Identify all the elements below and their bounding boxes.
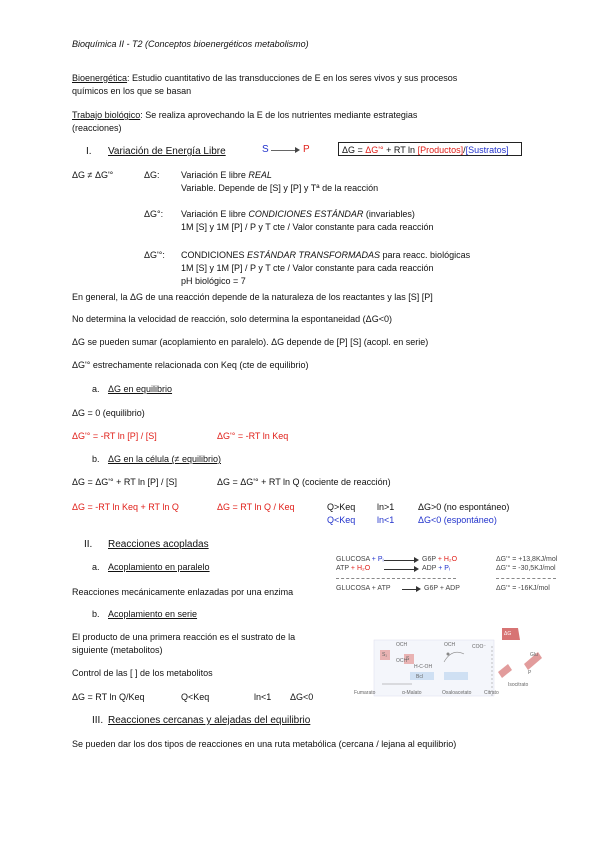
diagram-label-fumarato: Fumarato <box>354 690 376 696</box>
s-symbol: S <box>262 144 269 155</box>
sub-a-title: ΔG en equilibrio <box>108 384 173 394</box>
trabajo-line1 <box>72 110 417 121</box>
diagram-label-och-3: OCH <box>444 642 456 648</box>
eq-part-b: ΔG'° <box>365 145 384 155</box>
eq-part-d: [Productos] <box>417 145 464 155</box>
eq-part-f: [Sustratos] <box>465 145 509 155</box>
eq-part-c: + RT ln <box>383 145 418 155</box>
r2-arrow <box>384 569 416 570</box>
diagram-label-bcl: Bcl <box>416 674 423 680</box>
sub-a-line1: ΔG = 0 (equilibrio) <box>72 408 145 418</box>
section2-a-letter: a. <box>92 562 100 572</box>
diagram-label-och-2: OCH <box>396 658 408 664</box>
diagram-label-coo: COO⁻ <box>472 644 487 650</box>
r2-adp: ADP <box>422 565 437 572</box>
dgp-line1-c: para reacc. biológicas <box>380 250 471 260</box>
r3-dg: ΔG'° = -16KJ/mol <box>496 585 550 592</box>
dgp-line1 <box>181 250 470 261</box>
r3-arrow-head-icon <box>416 586 421 592</box>
section1-number: I. <box>86 146 92 157</box>
section2-title: Reacciones acopladas <box>108 539 209 550</box>
section2-b-letter: b. <box>92 609 100 619</box>
dg-line1-b: REAL <box>248 170 272 180</box>
section2-b-line2: siguiente (metabolitos) <box>72 645 163 655</box>
cond-dg-lt: ΔG<0 (espontáneo) <box>418 515 497 525</box>
cond-ln-lt: ln<1 <box>377 515 395 525</box>
reaction-row1-left <box>336 556 384 564</box>
section3-title: Reacciones cercanas y alejadas del equilibrio <box>108 715 311 726</box>
general-line3: ΔG se pueden sumar (acoplamiento en paralelo). ΔG depende de [P] [S] (acopl. en serie) <box>72 337 429 347</box>
r1-dg: ΔG'° = +13,8KJ/mol <box>496 556 558 563</box>
section3-text: Se pueden dar los dos tipos de reacciones en una ruta metabólica (cercana / lejana al equilibrio) <box>72 739 457 749</box>
section2-b-line1: El producto de una primera reacción es el sustrato de la <box>72 632 296 642</box>
sub-b-line1b: ΔG = ΔG'° + RT ln Q (cociente de reacción) <box>217 477 391 487</box>
section2-b-title: Acoplamiento en serie <box>108 609 198 619</box>
bioenergetica-line1 <box>72 73 457 84</box>
section2-b-line3: Control de las [ ] de los metabolitos <box>72 668 213 678</box>
cond-ln-gt: ln>1 <box>377 502 395 512</box>
sub-a-red2: ΔG'° = -RT ln Keq <box>217 431 289 441</box>
reaction-row2-right <box>422 565 450 573</box>
dgp-line1-a: CONDICIONES <box>181 250 248 260</box>
r1-pi: + Pᵢ <box>369 556 384 563</box>
arrow-head-icon <box>295 147 300 153</box>
enzyme-box-2 <box>444 672 468 680</box>
section3-number: III. <box>92 715 104 726</box>
section2-b-eq2: Q<Keq <box>181 692 210 702</box>
bioenergetica-text: : Estudio cuantitativo de las transducciones de E en los seres vivos y sus procesos <box>127 73 458 83</box>
metabolic-pathway-figure <box>352 624 544 702</box>
r3-right: G6P + ADP <box>424 585 460 592</box>
p-symbol: P <box>303 144 310 155</box>
dg-neq-dgp: ΔG ≠ ΔG'° <box>72 170 114 180</box>
eq-part-a: ΔG = <box>342 145 366 155</box>
dg-line1-a: Variación E libre <box>181 170 249 180</box>
r1-arrow <box>384 560 416 561</box>
section1-title: Variación de Energía Libre <box>108 146 226 157</box>
side-flag <box>498 664 512 678</box>
cond-q-gt: Q>Keq <box>327 502 356 512</box>
section2-a-title: Acoplamiento en paralelo <box>108 562 210 572</box>
dgp-line2: 1M [S] y 1M [P] / P y T cte / Valor constante para cada reacción <box>181 263 434 273</box>
r2-h2o: + H₂O <box>348 565 371 572</box>
dg-line1 <box>181 170 272 181</box>
reaction-divider-right <box>496 578 556 579</box>
eq-part-e: / <box>463 145 466 155</box>
sub-b-red1: ΔG = -RT ln Keq + RT ln Q <box>72 502 179 512</box>
r1-glucose: GLUCOSA <box>336 556 370 563</box>
sub-a-letter: a. <box>92 384 100 394</box>
section2-b-eq4: ΔG<0 <box>290 692 314 702</box>
diagram-label-p: P <box>528 670 532 676</box>
diagram-label-malato: α-Malato <box>402 690 422 696</box>
sub-b-letter: b. <box>92 454 100 464</box>
dgp-line3: pH biológico = 7 <box>181 276 246 286</box>
bioenergetica-term: Bioenergética <box>72 73 128 83</box>
dg0-line2: 1M [S] y 1M [P] / P y T cte / Valor constante para cada reacción <box>181 222 434 232</box>
sub-b-line1a: ΔG = ΔG'° + RT ln [P] / [S] <box>72 477 178 487</box>
diagram-label-hcoh: H-C-OH <box>414 664 433 670</box>
dg-label: ΔG: <box>144 170 160 180</box>
reaction-row1-right <box>422 556 457 564</box>
section2-b-eq3: ln<1 <box>254 692 272 702</box>
trabajo-term: Trabajo biológico <box>72 110 141 120</box>
cond-dg-gt: ΔG>0 (no espontáneo) <box>418 502 510 512</box>
r2-pi: + Pᵢ <box>436 565 451 572</box>
diagram-label-dg: ΔG <box>504 631 512 637</box>
diagram-label-isocitrato: Isocitrato <box>508 682 529 688</box>
dg0-line1-c: (invariables) <box>363 209 415 219</box>
dg0-line1-b: CONDICIONES ESTÁNDAR <box>248 209 364 219</box>
r3-left: GLUCOSA + ATP <box>336 585 391 592</box>
s-to-p-arrow <box>271 150 296 151</box>
diagram-label-och-1: OCH <box>396 642 408 648</box>
section2-number: II. <box>84 539 93 550</box>
diagram-label-s1: S₁ <box>382 652 388 658</box>
dg0-line1-a: Variación E libre <box>181 209 249 219</box>
sub-a-red1: ΔG'° = -RT ln [P] / [S] <box>72 431 157 441</box>
cond-q-lt: Q<Keq <box>327 515 356 525</box>
section2-a-text: Reacciones mecánicamente enlazadas por una enzima <box>72 587 294 597</box>
general-line2: No determina la velocidad de reacción, solo determina la espontaneidad (ΔG<0) <box>72 314 392 324</box>
dg-line2: Variable. Depende de [S] y [P] y Tª de la reacción <box>181 183 379 193</box>
r2-atp: ATP <box>336 565 349 572</box>
diagram-label-citrato: Citrato <box>484 690 499 696</box>
bioenergetica-line2: químicos en los que se basan <box>72 86 192 96</box>
r1-arrow-head-icon <box>414 557 419 563</box>
trabajo-line2: (reacciones) <box>72 123 122 133</box>
dgp-label: ΔG'°: <box>144 250 165 260</box>
section2-b-eq1: ΔG = RT ln Q/Keq <box>72 692 145 702</box>
reaction-divider-left <box>336 578 456 579</box>
r2-arrow-head-icon <box>414 566 419 572</box>
diagram-label-s: S <box>406 656 410 662</box>
dg0-label: ΔG°: <box>144 209 164 219</box>
dg0-line1 <box>181 209 415 220</box>
r2-dg: ΔG'° = -30,5KJ/mol <box>496 565 556 572</box>
general-line4: ΔG'° estrechamente relacionada con Keq (cte de equilibrio) <box>72 360 309 370</box>
sub-b-title: ΔG en la célula (≠ equilibrio) <box>108 454 222 464</box>
page-header: Bioquímica II - T2 (Conceptos bioenergéticos metabolismo) <box>72 39 309 49</box>
trabajo-text: : Se realiza aprovechando la E de los nutrientes mediante estrategias <box>140 110 418 120</box>
dgp-line1-b: ESTÁNDAR TRANSFORMADAS <box>247 250 381 260</box>
reaction-row2-left <box>336 565 370 573</box>
free-energy-equation-box <box>338 142 522 156</box>
diagram-label-glu: Glu <box>530 652 538 658</box>
sub-b-red2: ΔG = RT ln Q / Keq <box>217 502 295 512</box>
diagram-label-oxaloacetato: Oxaloacetato <box>442 690 472 696</box>
r1-h2o: + H₂O <box>435 556 458 563</box>
r1-g6p: G6P <box>422 556 436 563</box>
general-line1: En general, la ΔG de una reacción depende de la naturaleza de los reactantes y las [S] [P] <box>72 292 433 302</box>
